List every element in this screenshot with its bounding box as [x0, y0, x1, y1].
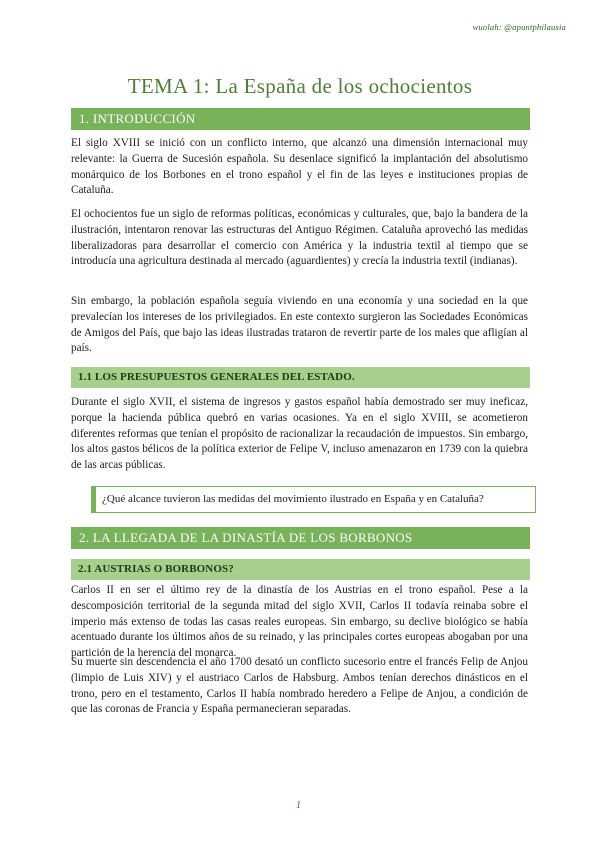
subsection-heading-austrias-borbones: 2.1 AUSTRIAS O BORBONOS? — [71, 559, 530, 580]
intro-paragraph-2: El ochocientos fue un siglo de reformas políticas, económicas y culturales, que, bajo la bandera de la ilustración, intentaron renovar las estructuras del Antiguo Régimen. Cataluña aprovechó las medidas liberalizadoras para desarrollar el comercio con América y la industria textil al tiempo que se introducía una agricultura destinada al mercado (aguardientes) y crecía la industria textil (indianas). — [71, 208, 528, 268]
subsection-heading-presupuestos: 1.1 LOS PRESUPUESTOS GENERALES DEL ESTADO. — [71, 367, 530, 388]
intro-paragraph-3: Sin embargo, la población española seguía viviendo en una economía y una sociedad en la que prevalecían los intereses de los privilegiados. En este contexto surgieron las Sociedades Económicas de Amigos del País, que bajo las ideas ilustradas trataron de revertir parte de los males que afligían al país. — [71, 295, 528, 355]
austrias-paragraph-2: Su muerte sin descendencia el año 1700 desató un conflicto sucesorio entre el francés Felip de Anjou (limpio de Luis XIV) y el austriaco Carlos de Habsburg. Ambos tenían derechos dinásticos en el trono, pero en el testamento, Carlos II había nombrado heredero a Felipe de Anjou, a condición de que las coronas de Francia y España permanecieran separadas. — [71, 656, 528, 716]
section-heading-introduccion: 1. INTRODUCCIÓN — [71, 108, 530, 130]
intro-paragraph-1: El siglo XVIII se inició con un conflicto interno, que alcanzó una dimensión internacional muy relevante: la Guerra de Sucesión española. Su desenlace significó la implantación del absolutismo monárquico de los Borbones en el trono español y el fin de las leyes e instituciones propias de Cataluña. — [71, 137, 528, 197]
page-number: 1 — [296, 800, 301, 811]
question-box: ¿Qué alcance tuvieron las medidas del movimiento ilustrado en España y en Cataluña? — [91, 486, 536, 513]
page-title: TEMA 1: La España de los ochocientos — [127, 74, 473, 98]
section-heading-borbones: 2. LA LLEGADA DE LA DINASTÍA DE LOS BORBONOS — [71, 527, 530, 549]
presupuestos-paragraph: Durante el siglo XVII, el sistema de ingresos y gastos español había demostrado ser muy ineficaz, porque la hacienda pública quebró en varias ocasiones. Ya en el siglo XVIII, se acometieron diferentes reformas que tenían el propósito de racionalizar la recaudación de impuestos. Sin embargo, los altos gastos bélicos de la política exterior de Felipe V, incluso amenazaron en 1739 con la quiebra de las arcas públicas. — [71, 396, 528, 472]
watermark: wuolah: @apuntphilausia — [472, 22, 566, 32]
austrias-paragraph-1: Carlos II en ser el último rey de la dinastía de los Austrias en el trono español. Pese a la descomposición territorial de la segunda mitad del siglo XVII, Carlos II todavía reinaba sobre el imperio más extenso de todas las casas reales europeas. Sin embargo, su declive biológico se había acentuado durante los últimos años de su reinado, y las principales cortes europeas abogaban por una partición de la herencia del monarca. — [71, 584, 528, 660]
